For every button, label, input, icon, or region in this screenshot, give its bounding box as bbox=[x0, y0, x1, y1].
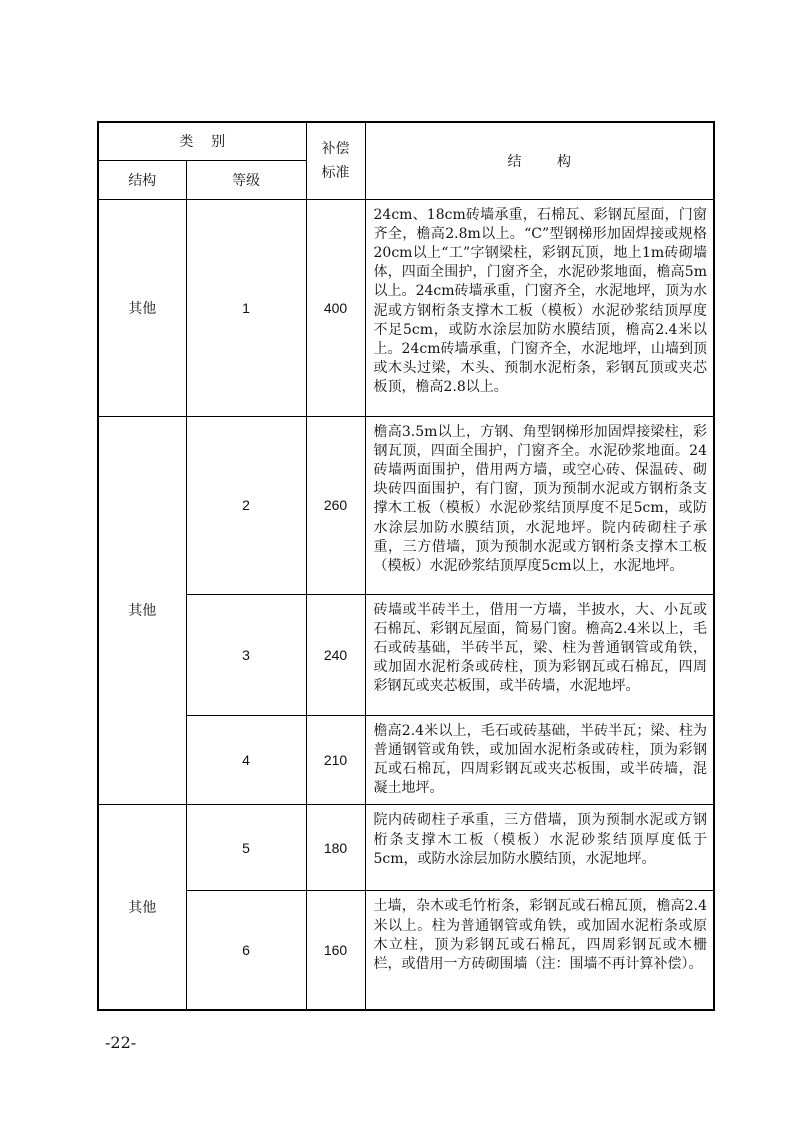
grade-cell: 1 bbox=[186, 199, 306, 416]
header-category: 类 别 bbox=[98, 122, 306, 160]
table-row bbox=[98, 891, 714, 1010]
page-number: -22- bbox=[105, 1033, 137, 1052]
description-cell: 砖墙或半砖半土，借用一方墙，半披水，大、小瓦或石棉瓦、彩钢瓦屋面，简易门窗。檐高2.4米以上，毛石或砖基础，半砖半瓦，梁、柱为普通钢管或角铁，或加固水泥桁条或砖柱，顶为彩钢瓦或石棉瓦，四周彩钢瓦或夹芯板围，或半砖墙，水泥地坪。 bbox=[365, 594, 714, 715]
table-row bbox=[98, 594, 714, 715]
description-cell: 檐高3.5m以上，方钢、角型钢梯形加固焊接梁柱，彩钢瓦顶，四面全围护，门窗齐全。水泥砂浆地面。24砖墙两面围护，借用两方墙，或空心砖、保温砖、砌块砖四面围护，有门窗，顶为预制水泥或方钢桁条支撑木工板（模板）水泥砂浆结顶厚度不足5cm，或防水涂层加防水膜结顶，水泥地坪。院内砖砌柱子承重，三方借墙，顶为预制水泥或方钢桁条支撑木工板（模板）水泥砂浆结顶厚度5cm以上，水泥地坪。 bbox=[365, 416, 714, 594]
standard-cell: 160 bbox=[306, 891, 365, 1010]
standard-cell: 210 bbox=[306, 715, 365, 805]
header-structure: 结 构 bbox=[365, 122, 714, 199]
group-type: 其他 bbox=[98, 416, 186, 805]
header-grade: 等级 bbox=[186, 160, 306, 199]
description-cell: 檐高2.4米以上，毛石或砖基础，半砖半瓦；梁、柱为普通钢管或角铁，或加固水泥桁条或砖柱，顶为彩钢瓦或石棉瓦，四周彩钢瓦或夹芯板围，或半砖墙，混凝土地坪。 bbox=[365, 715, 714, 805]
description-cell: 24cm、18cm砖墙承重，石棉瓦、彩钢瓦屋面，门窗齐全，檐高2.8m以上。“C”型钢梯形加固焊接或规格20cm以上“工”字钢梁柱，彩钢瓦顶，地上1m砖砌墙体，四面全围护，门窗齐全，水泥砂浆地面，檐高5m以上。24cm砖墙承重，门窗齐全，水泥地坪，顶为水泥或方钢桁条支撑木工板（模板）水泥砂浆结顶厚度不足5cm，或防水涂层加防水膜结顶，檐高2.4米以上。24cm砖墙承重，门窗齐全，水泥地坪，山墙到顶或木头过梁，木头、预制水泥桁条，彩钢瓦顶或夹芯板顶，檐高2.8以上。 bbox=[365, 199, 714, 416]
group-type: 其他 bbox=[98, 805, 186, 1010]
grade-cell: 2 bbox=[186, 416, 306, 594]
grade-cell: 5 bbox=[186, 805, 306, 891]
table-row bbox=[98, 199, 714, 416]
compensation-table bbox=[97, 121, 715, 1011]
table-row bbox=[98, 715, 714, 805]
description-cell: 土墙，杂木或毛竹桁条，彩钢瓦或石棉瓦顶，檐高2.4米以上。柱为普通钢管或角铁，或加固水泥桁条或原木立柱，顶为彩钢瓦或石棉瓦，四周彩钢瓦或木栅栏，或借用一方砖砌围墙（注：围墙不再计算补偿）。 bbox=[365, 891, 714, 1010]
table-row bbox=[98, 416, 714, 594]
standard-cell: 180 bbox=[306, 805, 365, 891]
header-compensation: 补偿标准 bbox=[306, 122, 365, 199]
grade-cell: 3 bbox=[186, 594, 306, 715]
description-cell: 院内砖砌柱子承重，三方借墙，顶为预制水泥或方钢桁条支撑木工板（模板）水泥砂浆结顶厚度低于5cm，或防水涂层加防水膜结顶，水泥地坪。 bbox=[365, 805, 714, 891]
standard-cell: 240 bbox=[306, 594, 365, 715]
table-row bbox=[98, 805, 714, 891]
standard-cell: 400 bbox=[306, 199, 365, 416]
grade-cell: 6 bbox=[186, 891, 306, 1010]
header-structure-type: 结构 bbox=[98, 160, 186, 199]
grade-cell: 4 bbox=[186, 715, 306, 805]
standard-cell: 260 bbox=[306, 416, 365, 594]
group-type: 其他 bbox=[98, 199, 186, 416]
